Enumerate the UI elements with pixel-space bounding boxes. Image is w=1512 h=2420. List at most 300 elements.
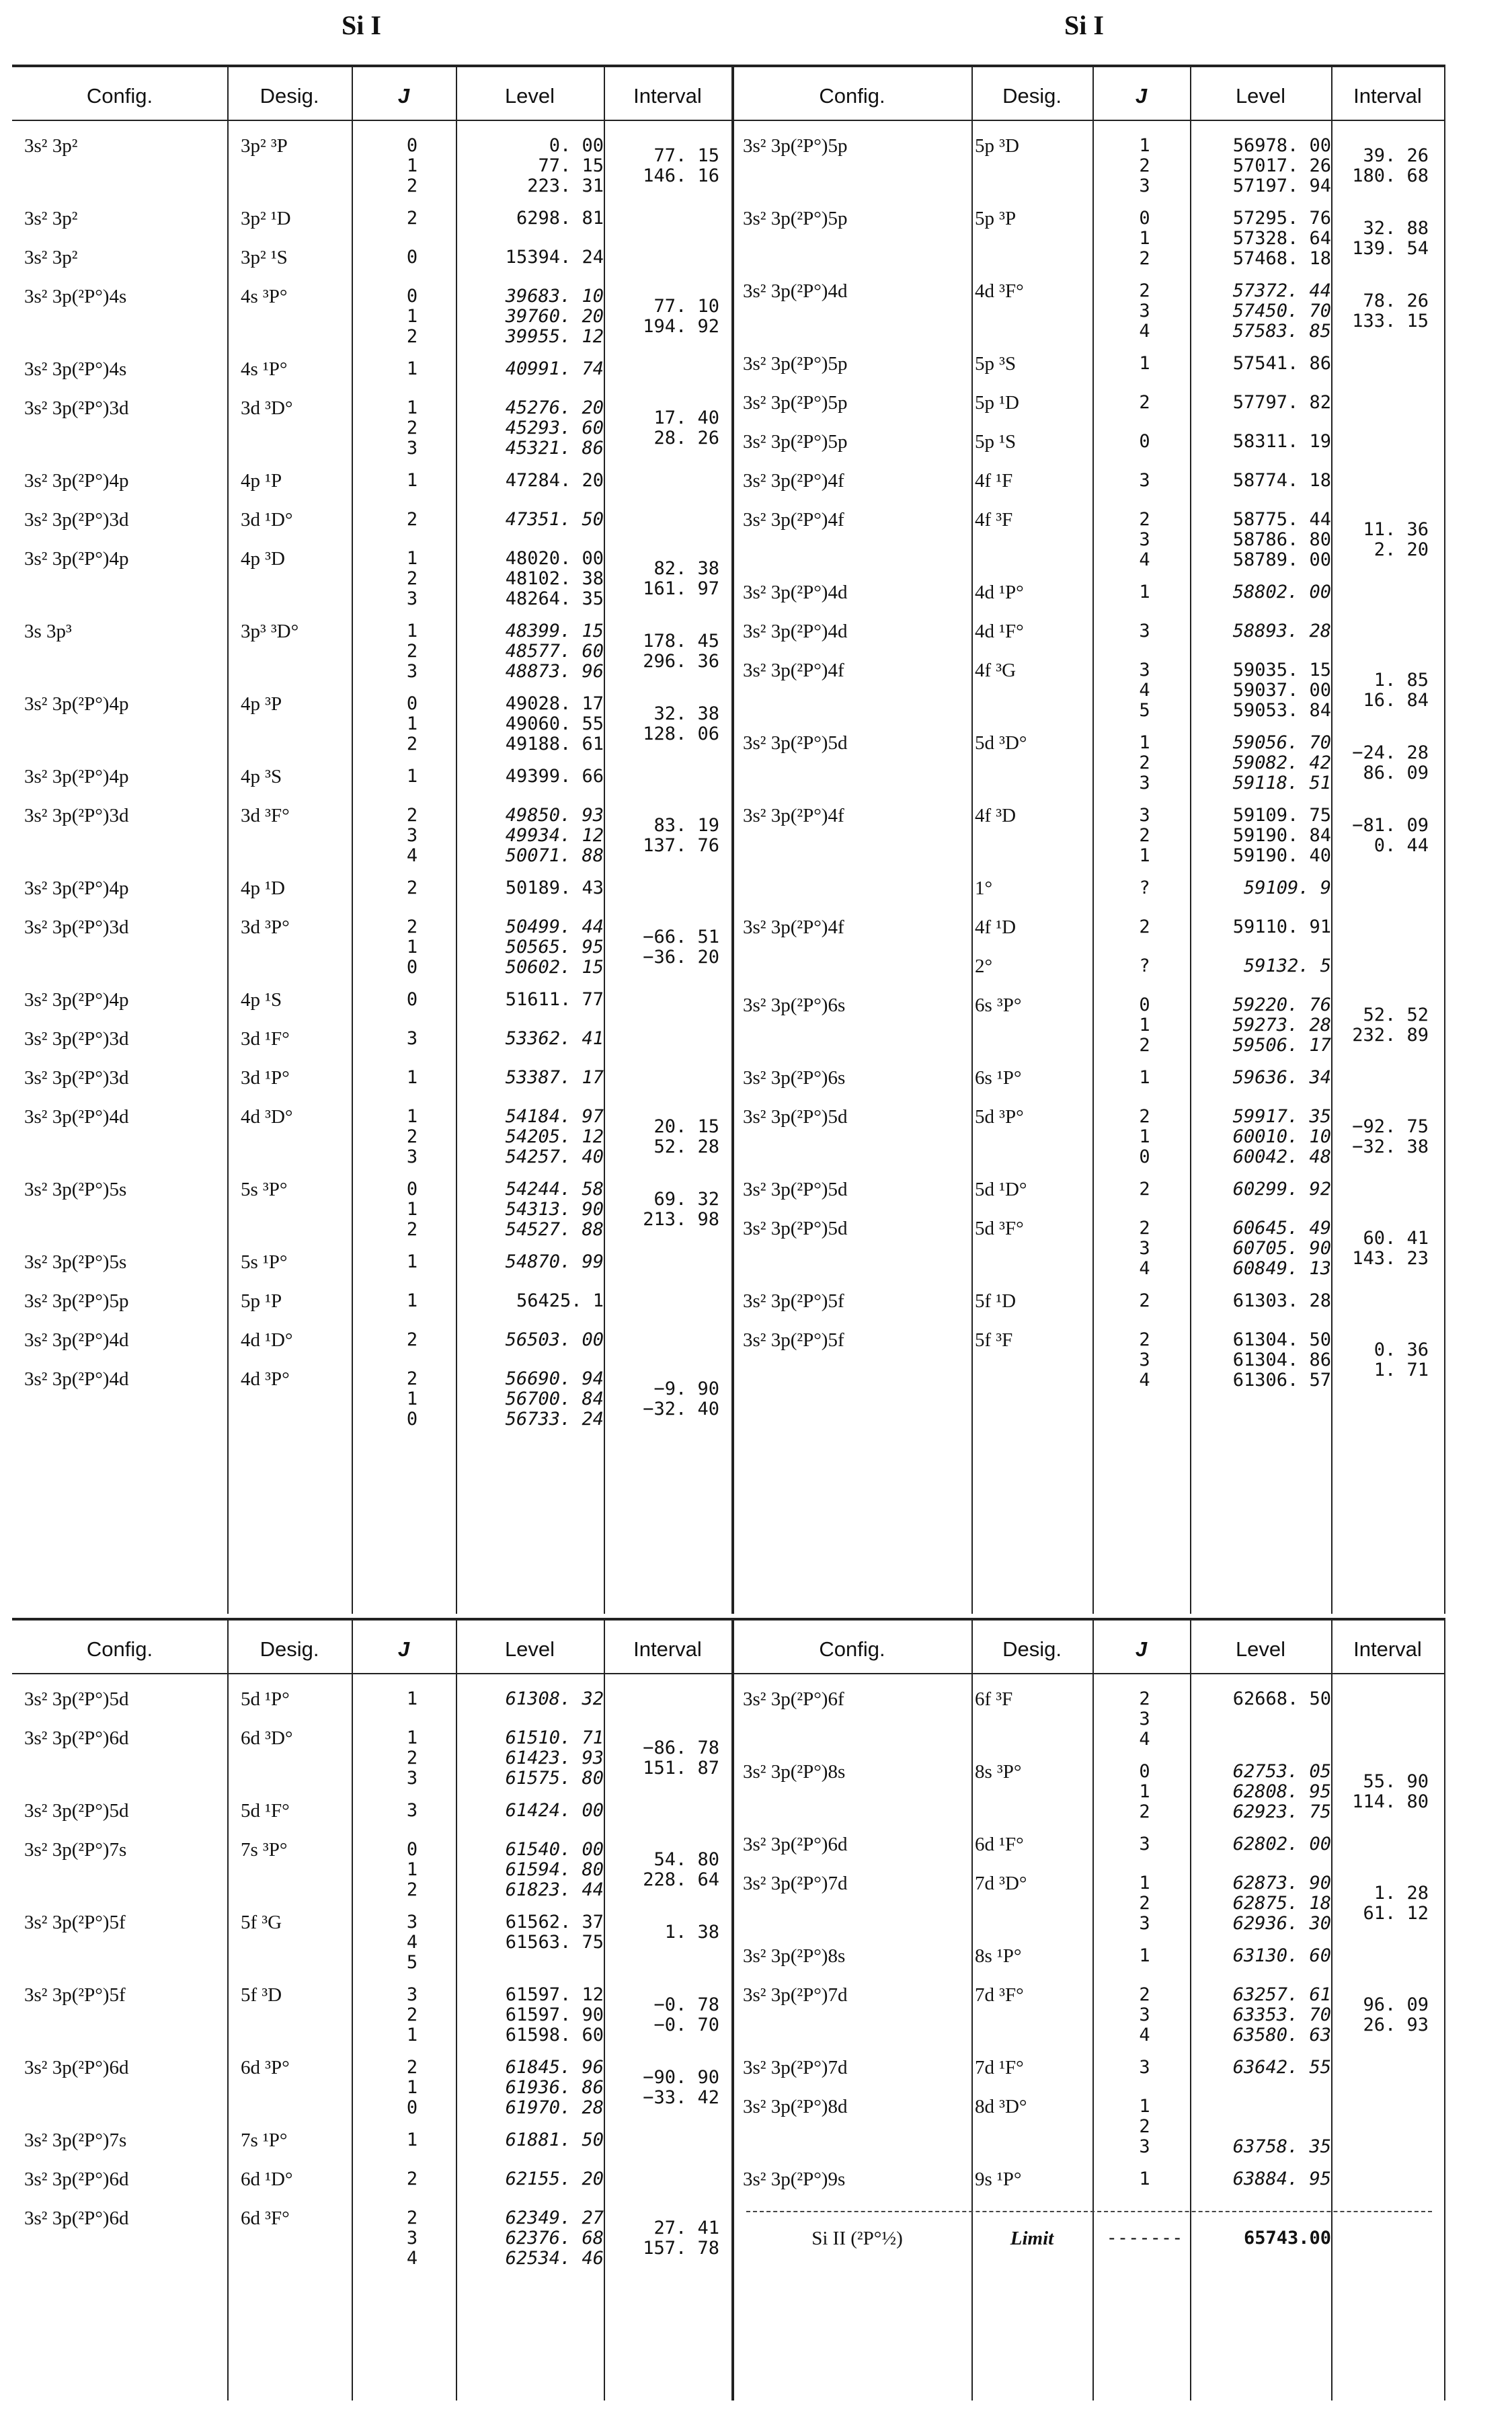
- config-cell: 3s² 3p(²P°)7s: [24, 2130, 127, 2151]
- j-cell-line: 4: [406, 1932, 418, 1953]
- column-divider: [1444, 65, 1445, 1614]
- interval-cell-line: 133. 15: [1352, 311, 1429, 331]
- designation-cell: 6d ¹D°: [241, 2169, 293, 2190]
- j-cell-line: 4: [1139, 1370, 1150, 1391]
- level-cell-line: 223. 31: [527, 175, 604, 196]
- header-level: Level: [1235, 84, 1286, 108]
- limit-label: Limit: [1010, 2228, 1054, 2249]
- level-cell-line: 48020. 00: [505, 548, 604, 569]
- interval-cell-line: 39. 26: [1363, 145, 1429, 166]
- interval-cell-line: 0. 36: [1374, 1339, 1429, 1360]
- interval-cell-line: 86. 09: [1363, 763, 1429, 783]
- interval-cell: [605, 1995, 719, 2035]
- level-cell-line: 60645. 49: [1232, 1218, 1331, 1239]
- j-cell-line: 3: [406, 2228, 418, 2249]
- level-cell-line: 59110. 91: [1232, 916, 1331, 937]
- level-cell-line: 54527. 88: [505, 1219, 604, 1240]
- level-cell: [469, 621, 604, 682]
- level-cell-line: 62753. 05: [1232, 1761, 1331, 1782]
- j-cell-line: 2: [406, 418, 418, 438]
- j-cell-line: 3: [1139, 2004, 1150, 2025]
- designation-cell: 4p ¹S: [241, 989, 282, 1011]
- header-config: Config.: [86, 1637, 153, 1661]
- j-cell: [358, 990, 466, 1010]
- j-cell: [1099, 582, 1190, 602]
- interval-cell: [605, 2218, 719, 2259]
- interval-cell-line: 2. 20: [1374, 539, 1429, 560]
- j-cell-line: 3: [1139, 1834, 1150, 1855]
- config-cell: 3s² 3p²: [24, 208, 78, 229]
- level-cell: [1197, 733, 1331, 793]
- interval-cell-line: 55. 90: [1363, 1771, 1429, 1792]
- level-cell-line: 39683. 10: [505, 286, 604, 307]
- interval-cell-line: −0. 70: [653, 2015, 719, 2035]
- j-cell-line: 2: [406, 805, 418, 826]
- interval-cell-line: −81. 09: [1352, 815, 1429, 836]
- interval-cell-line: 27. 41: [653, 2218, 719, 2238]
- level-cell-line: 59220. 76: [1232, 994, 1331, 1015]
- designation-cell: 5p ³P: [975, 208, 1017, 229]
- designation-cell: 6d ³D°: [241, 1727, 293, 1749]
- table-header-rule: [733, 1673, 1445, 1674]
- interval-cell: [1335, 1228, 1429, 1269]
- level-cell-line: 61936. 86: [505, 2077, 604, 2098]
- j-cell-line: 3: [406, 588, 418, 609]
- j-cell-line: 3: [406, 1984, 418, 2005]
- designation-cell: 6s ³P°: [975, 994, 1022, 1016]
- level-cell: [1197, 1068, 1331, 1088]
- interval-cell-line: 180. 68: [1352, 165, 1429, 186]
- j-cell-line: 1: [1139, 228, 1150, 249]
- level-cell: [469, 208, 604, 229]
- designation-cell: 5p ¹D: [975, 392, 1019, 414]
- j-cell-line: ?: [1139, 955, 1150, 976]
- j-cell-line: 3: [406, 438, 418, 459]
- interval-cell-line: 32. 38: [653, 703, 719, 724]
- j-cell-line: 0: [406, 1179, 418, 1200]
- designation-cell: 4f ¹D: [975, 916, 1017, 938]
- level-cell-line: 62875. 18: [1232, 1893, 1331, 1914]
- interval-cell-line: 1. 85: [1374, 670, 1429, 691]
- level-cell-line: 63642. 55: [1232, 2057, 1331, 2078]
- j-cell-line: 3: [1139, 529, 1150, 550]
- level-cell: [1197, 1179, 1331, 1200]
- designation-cell: 5d ¹F°: [241, 1800, 290, 1822]
- limit-config-cell: Si II (²P°½): [811, 2228, 903, 2249]
- j-cell-line: 3: [1139, 2057, 1150, 2078]
- j-cell-line: 1: [406, 397, 418, 418]
- level-cell-line: 59506. 17: [1232, 1035, 1331, 1056]
- j-cell-line: 3: [1139, 175, 1150, 196]
- designation-cell: 6d ³P°: [241, 2057, 290, 2078]
- designation-cell: 4p ³P: [241, 693, 282, 715]
- level-cell-line: 62349. 27: [505, 2208, 604, 2228]
- j-cell: [358, 398, 466, 459]
- j-cell: [358, 621, 466, 682]
- config-cell: 3s² 3p(²P°)5f: [24, 1984, 126, 2006]
- j-cell: [1099, 354, 1190, 374]
- level-cell-line: 56700. 84: [505, 1389, 604, 1409]
- level-cell-line: 61970. 28: [505, 2097, 604, 2118]
- level-cell-line: 57328. 64: [1232, 228, 1331, 249]
- table-bottom-right: [733, 1614, 1445, 2401]
- header-level: Level: [504, 84, 555, 108]
- interval-cell-line: −32. 40: [643, 1399, 719, 1419]
- j-cell-line: 2: [1139, 1106, 1150, 1127]
- level-cell-line: 61510. 71: [505, 1727, 604, 1748]
- j-cell: [358, 1369, 466, 1430]
- config-cell: 3s² 3p(²P°)5p: [743, 392, 848, 414]
- j-cell-line: 3: [1139, 301, 1150, 321]
- interval-cell-line: 28. 26: [653, 428, 719, 448]
- designation-cell: 4s ³P°: [241, 286, 288, 307]
- level-cell-line: 58775. 44: [1232, 509, 1331, 530]
- j-cell-line: 2: [1139, 1179, 1150, 1200]
- level-cell-line: 6298. 81: [516, 208, 604, 229]
- level-cell: [469, 2169, 604, 2189]
- j-cell-line: 3: [1139, 2136, 1150, 2157]
- j-cell: [1099, 956, 1190, 976]
- interval-cell-line: 60. 41: [1363, 1228, 1429, 1249]
- config-cell: 3s² 3p(²P°)3d: [24, 397, 129, 419]
- interval-cell: [1335, 1005, 1429, 1046]
- designation-cell: 5f ³F: [975, 1329, 1013, 1351]
- j-cell-line: 4: [406, 2248, 418, 2269]
- config-cell: 3s² 3p(²P°)5d: [743, 1179, 848, 1200]
- interval-cell-line: 151. 87: [643, 1758, 719, 1779]
- j-cell: [1099, 1291, 1190, 1311]
- level-cell-line: [469, 1953, 604, 1973]
- config-cell: 3s² 3p(²P°)5d: [24, 1688, 129, 1710]
- level-cell: [469, 1252, 604, 1272]
- j-cell-line: 0: [406, 1409, 418, 1430]
- config-cell: 3s² 3p(²P°)4f: [743, 805, 844, 826]
- table-top-right: [733, 61, 1445, 1614]
- config-cell: 3s² 3p²: [24, 135, 78, 157]
- j-cell-line: 3: [1139, 1350, 1150, 1370]
- config-cell: 3s² 3p(²P°)8s: [743, 1945, 846, 1967]
- config-cell: 3s² 3p(²P°)6s: [743, 994, 846, 1016]
- interval-cell-line: 1. 38: [664, 1922, 719, 1943]
- j-cell: [1099, 2058, 1190, 2078]
- level-cell-line: 0. 00: [549, 135, 604, 156]
- j-cell-line: 0: [406, 1839, 418, 1860]
- designation-cell: 5f ³D: [241, 1984, 282, 2006]
- j-cell-line: 0: [1139, 994, 1150, 1015]
- level-cell-line: [1197, 1709, 1331, 1729]
- j-cell: [1099, 208, 1190, 269]
- level-cell: [469, 2130, 604, 2150]
- config-cell: 3s² 3p²: [24, 247, 78, 268]
- designation-cell: 6d ³F°: [241, 2208, 290, 2229]
- j-cell-line: 1: [406, 2025, 418, 2045]
- level-cell-line: 48577. 60: [505, 641, 604, 662]
- level-cell: [469, 990, 604, 1010]
- interval-cell-line: 20. 15: [653, 1116, 719, 1137]
- interval-cell-line: −32. 38: [1352, 1136, 1429, 1157]
- config-cell: 3s² 3p(²P°)4d: [24, 1329, 129, 1351]
- level-cell-line: 62668. 50: [1232, 1688, 1331, 1709]
- table-top-rule: [12, 65, 733, 67]
- interval-cell: [1335, 1995, 1429, 2035]
- level-cell: [1197, 1946, 1331, 1966]
- j-cell: [358, 878, 466, 898]
- j-cell: [358, 2169, 466, 2189]
- level-cell: [1197, 1218, 1331, 1279]
- level-cell-line: 53387. 17: [505, 1067, 604, 1088]
- designation-cell: 5d ¹P°: [241, 1688, 290, 1710]
- j-cell: [358, 510, 466, 530]
- interval-cell: [605, 631, 719, 672]
- j-cell-line: 2: [1139, 752, 1150, 773]
- header-j: J: [1135, 1637, 1148, 1661]
- header-interval: Interval: [633, 1637, 702, 1661]
- column-divider: [971, 1618, 973, 2401]
- j-cell-line: 2: [406, 175, 418, 196]
- level-cell: [469, 1369, 604, 1430]
- interval-cell-line: 1. 71: [1374, 1360, 1429, 1380]
- interval-cell-line: 178. 45: [643, 631, 719, 652]
- j-cell-line: 1: [406, 1290, 418, 1311]
- config-cell: 3s² 3p(²P°)5d: [24, 1800, 129, 1822]
- j-cell-line: 1: [1139, 135, 1150, 156]
- level-cell: [469, 136, 604, 196]
- j-cell: [1099, 1107, 1190, 1167]
- level-cell-line: 50602. 15: [505, 957, 604, 978]
- interval-cell-line: −66. 51: [643, 927, 719, 947]
- interval-cell-line: −90. 90: [643, 2067, 719, 2088]
- level-cell: [1197, 393, 1331, 413]
- level-cell: [469, 471, 604, 491]
- j-cell: [1099, 393, 1190, 413]
- level-cell-line: 62808. 95: [1232, 1781, 1331, 1802]
- level-cell-line: 58786. 80: [1232, 529, 1331, 550]
- level-cell-line: 61303. 28: [1232, 1290, 1331, 1311]
- j-cell-line: 2: [1139, 1893, 1150, 1914]
- config-cell: 3s² 3p(²P°)3d: [24, 805, 129, 826]
- j-cell: [1099, 1834, 1190, 1855]
- interval-cell-line: −86. 78: [643, 1738, 719, 1758]
- designation-cell: 7d ¹F°: [975, 2057, 1024, 2078]
- header-level: Level: [1235, 1637, 1286, 1661]
- interval-cell-line: 83. 19: [653, 815, 719, 836]
- header-j: J: [397, 84, 410, 108]
- j-cell-line: 1: [406, 937, 418, 958]
- column-divider: [352, 65, 353, 1614]
- config-cell: 3s² 3p(²P°)6d: [24, 1727, 129, 1749]
- level-cell: [1197, 956, 1331, 976]
- j-cell-line: 1: [406, 2130, 418, 2150]
- designation-cell: 4d ³F°: [975, 280, 1024, 302]
- j-cell-line: 2: [1139, 2116, 1150, 2137]
- interval-cell-line: 11. 36: [1363, 519, 1429, 540]
- level-cell: [1197, 660, 1331, 721]
- level-cell-line: 61823. 44: [505, 1879, 604, 1900]
- table-header-rule: [12, 1673, 733, 1674]
- config-cell: 3s² 3p(²P°)5p: [743, 208, 848, 229]
- j-cell: [1099, 281, 1190, 342]
- j-cell: [358, 767, 466, 787]
- table-top-rule: [733, 1618, 1445, 1621]
- level-cell: [1197, 1689, 1331, 1750]
- level-cell: [1197, 354, 1331, 374]
- level-cell: [1197, 995, 1331, 1056]
- j-cell-line: 1: [406, 1688, 418, 1709]
- j-cell-line: 0: [406, 247, 418, 268]
- level-cell-line: 51611. 77: [505, 989, 604, 1010]
- designation-cell: 4f ³G: [975, 660, 1017, 681]
- interval-cell: [605, 1922, 719, 1943]
- j-cell-line: 0: [1139, 431, 1150, 452]
- j-cell: [358, 1252, 466, 1272]
- interval-cell: [1335, 816, 1429, 856]
- level-cell-line: 57372. 44: [1232, 280, 1331, 301]
- config-cell: 3s² 3p(²P°)9s: [743, 2169, 846, 2190]
- j-cell: [358, 2130, 466, 2150]
- level-cell-line: 61881. 50: [505, 2130, 604, 2150]
- interval-cell-line: 82. 38: [653, 558, 719, 579]
- designation-cell: 8s ³P°: [975, 1761, 1022, 1783]
- j-cell: [1099, 1873, 1190, 1934]
- j-cell-line: 3: [1139, 621, 1150, 641]
- level-cell-line: 61540. 00: [505, 1839, 604, 1860]
- level-cell-line: 59118. 51: [1232, 773, 1331, 793]
- interval-cell: [605, 704, 719, 744]
- header-interval: Interval: [1353, 1637, 1422, 1661]
- level-cell-line: 61304. 86: [1232, 1350, 1331, 1370]
- config-cell: 3s² 3p(²P°)5d: [743, 1218, 848, 1239]
- designation-cell: 5d ³F°: [975, 1218, 1024, 1239]
- level-cell: [469, 359, 604, 379]
- designation-cell: 5s ³P°: [241, 1179, 288, 1200]
- j-cell-line: 2: [406, 2004, 418, 2025]
- table-header-rule: [733, 120, 1445, 121]
- level-cell: [1197, 208, 1331, 269]
- interval-cell-line: 232. 89: [1352, 1025, 1429, 1046]
- level-cell-line: 59917. 35: [1232, 1106, 1331, 1127]
- j-cell-line: 1: [406, 1251, 418, 1272]
- j-cell-line: 2: [1139, 1984, 1150, 2005]
- config-cell: 3s² 3p(²P°)5s: [24, 1251, 127, 1273]
- designation-cell: 5d ¹D°: [975, 1179, 1027, 1200]
- j-cell: [1099, 2097, 1190, 2157]
- config-cell: 3s² 3p(²P°)3d: [24, 1067, 129, 1089]
- level-cell-line: 61845. 96: [505, 2057, 604, 2078]
- level-cell-line: 49850. 93: [505, 805, 604, 826]
- j-cell: [358, 549, 466, 609]
- level-cell: [469, 767, 604, 787]
- level-cell-line: 48264. 35: [505, 588, 604, 609]
- designation-cell: 4f ³D: [975, 805, 1017, 826]
- level-cell-line: 61424. 00: [505, 1800, 604, 1821]
- j-cell: [358, 917, 466, 978]
- config-cell: 3s² 3p(²P°)4f: [743, 470, 844, 492]
- j-cell: [358, 1029, 466, 1049]
- j-cell-line: 1: [406, 1389, 418, 1409]
- interval-cell-line: 77. 10: [653, 296, 719, 317]
- level-cell-line: [1197, 2097, 1331, 2117]
- designation-cell: 3d ¹D°: [241, 509, 293, 531]
- j-cell: [1099, 136, 1190, 196]
- config-cell: 3s² 3p(²P°)5f: [743, 1329, 844, 1351]
- designation-cell: 4d ³D°: [241, 1106, 293, 1128]
- level-cell-line: 77. 15: [538, 155, 604, 176]
- designation-cell: 3d ¹F°: [241, 1028, 290, 1050]
- j-cell: [1099, 471, 1190, 491]
- config-cell: 3s² 3p(²P°)3d: [24, 1028, 129, 1050]
- j-cell-line: 1: [1139, 1067, 1150, 1088]
- config-cell: 3s² 3p(²P°)6d: [24, 2057, 129, 2078]
- j-cell-line: 1: [1139, 845, 1150, 866]
- j-cell-line: 3: [406, 1146, 418, 1167]
- limit-divider: [746, 2211, 1432, 2212]
- level-cell-line: 62376. 68: [505, 2228, 604, 2249]
- column-divider: [1092, 1618, 1094, 2401]
- j-cell-line: 2: [406, 326, 418, 347]
- j-cell: [1099, 1985, 1190, 2045]
- interval-cell-line: 139. 54: [1352, 238, 1429, 259]
- j-cell-line: 1: [1139, 2096, 1150, 2117]
- j-cell-line: 2: [1139, 825, 1150, 846]
- designation-cell: 5f ¹D: [975, 1290, 1017, 1312]
- j-cell-line: 5: [1139, 700, 1150, 721]
- level-cell-line: 63884. 95: [1232, 2169, 1331, 2189]
- level-cell-line: 48399. 15: [505, 621, 604, 641]
- interval-cell: [605, 816, 719, 856]
- column-divider: [352, 1618, 353, 2401]
- interval-cell-line: 0. 44: [1374, 835, 1429, 856]
- j-cell-line: 2: [406, 2057, 418, 2078]
- interval-cell-line: 61. 12: [1363, 1903, 1429, 1924]
- interval-cell-line: −92. 75: [1352, 1116, 1429, 1137]
- level-cell: [469, 398, 604, 459]
- level-cell-line: 39955. 12: [505, 326, 604, 347]
- j-cell-line: 1: [406, 1106, 418, 1127]
- j-cell-line: 4: [1139, 1729, 1150, 1750]
- level-cell-line: 63130. 60: [1232, 1945, 1331, 1966]
- level-cell-line: 58802. 00: [1232, 582, 1331, 602]
- interval-cell-line: 128. 06: [643, 724, 719, 744]
- config-cell: 3s² 3p(²P°)5s: [24, 1179, 127, 1200]
- designation-cell: 5s ¹P°: [241, 1251, 288, 1273]
- level-cell-line: 59636. 34: [1232, 1067, 1331, 1088]
- level-cell-line: [1197, 1729, 1331, 1750]
- interval-cell-line: 146. 16: [643, 165, 719, 186]
- j-cell: [1099, 660, 1190, 721]
- level-cell: [1197, 471, 1331, 491]
- interval-cell-line: 157. 78: [643, 2238, 719, 2259]
- j-cell-line: 2: [406, 734, 418, 754]
- level-cell-line: 57295. 76: [1232, 208, 1331, 229]
- designation-cell: 5f ³G: [241, 1912, 282, 1933]
- level-cell: [469, 1801, 604, 1821]
- page-title-right: Si I: [1064, 10, 1104, 40]
- level-cell: [1197, 878, 1331, 898]
- j-cell-line: 1: [406, 358, 418, 379]
- designation-cell: 5p ¹S: [975, 431, 1017, 453]
- table-header-rule: [12, 120, 733, 121]
- interval-cell: [605, 1738, 719, 1779]
- j-cell-line: 3: [1139, 773, 1150, 793]
- j-cell-line: 0: [1139, 1146, 1150, 1167]
- header-interval: Interval: [633, 84, 702, 108]
- j-cell: [358, 2208, 466, 2269]
- j-cell-line: 2: [406, 916, 418, 937]
- j-cell-line: 2: [1139, 280, 1150, 301]
- config-cell: 3s² 3p(²P°)5p: [743, 431, 848, 453]
- j-cell: [1099, 733, 1190, 793]
- level-cell-line: 57017. 26: [1232, 155, 1331, 176]
